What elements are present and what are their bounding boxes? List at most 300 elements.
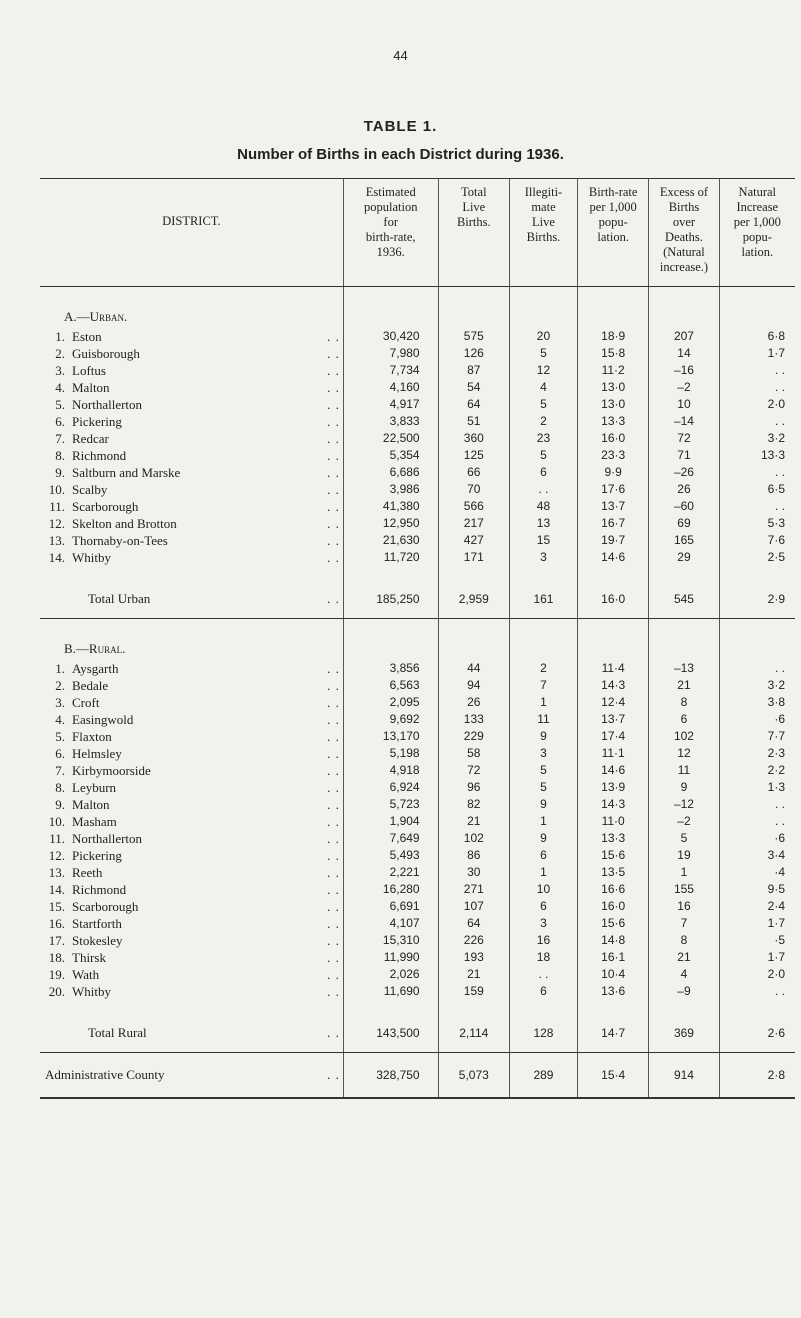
natural-increase-cell: . . bbox=[719, 660, 795, 677]
total-label: Total Rural bbox=[88, 1025, 147, 1040]
row-number: 6. bbox=[55, 414, 65, 429]
population-cell: 2,026 bbox=[343, 966, 438, 983]
table-row bbox=[40, 898, 795, 915]
illegitimate-cell: . . bbox=[509, 966, 577, 983]
population-cell: 12,950 bbox=[343, 515, 438, 532]
total-row bbox=[40, 1014, 795, 1053]
illegitimate-cell: 3 bbox=[509, 915, 577, 932]
district-name: Stokesley bbox=[72, 933, 123, 948]
district-cell bbox=[40, 498, 343, 515]
birth-rate-cell: 13·0 bbox=[577, 379, 648, 396]
population-cell: 143,500 bbox=[343, 1014, 438, 1053]
district-cell bbox=[40, 915, 343, 932]
population-cell: 13,170 bbox=[343, 728, 438, 745]
leader-dots: . . bbox=[327, 746, 340, 761]
illegitimate-cell: 23 bbox=[509, 430, 577, 447]
illegitimate-cell: 2 bbox=[509, 413, 577, 430]
illegitimate-cell: . . bbox=[509, 481, 577, 498]
excess-cell: 8 bbox=[649, 932, 719, 949]
natural-increase-cell: ·4 bbox=[719, 864, 795, 881]
birth-rate-cell: 18·9 bbox=[577, 328, 648, 345]
urban-section-heading bbox=[40, 287, 795, 329]
population-cell: 6,924 bbox=[343, 779, 438, 796]
header-line: per 1,000 bbox=[589, 200, 637, 214]
population-cell: 4,918 bbox=[343, 762, 438, 779]
excess-cell: 10 bbox=[649, 396, 719, 413]
population-cell: 185,250 bbox=[343, 580, 438, 619]
empty-cell bbox=[719, 1000, 795, 1014]
leader-dots: . . bbox=[327, 848, 340, 863]
illegitimate-cell: 9 bbox=[509, 796, 577, 813]
illegitimate-cell: 128 bbox=[509, 1014, 577, 1053]
excess-cell: 6 bbox=[649, 711, 719, 728]
header-illegitimate bbox=[509, 179, 577, 287]
district-name: Startforth bbox=[72, 916, 122, 931]
district-cell bbox=[40, 481, 343, 498]
table-row bbox=[40, 881, 795, 898]
total-births-cell: 82 bbox=[438, 796, 509, 813]
header-total-live bbox=[438, 179, 509, 287]
empty-cell bbox=[577, 566, 648, 580]
total-births-cell: 102 bbox=[438, 830, 509, 847]
table-row bbox=[40, 447, 795, 464]
natural-increase-cell: 3·4 bbox=[719, 847, 795, 864]
illegitimate-cell: 5 bbox=[509, 345, 577, 362]
birth-rate-cell: 19·7 bbox=[577, 532, 648, 549]
empty-cell bbox=[40, 1000, 343, 1014]
population-cell: 5,354 bbox=[343, 447, 438, 464]
empty-cell bbox=[343, 566, 438, 580]
row-number: 1. bbox=[55, 329, 65, 344]
excess-cell: 207 bbox=[649, 328, 719, 345]
birth-rate-cell: 16·0 bbox=[577, 898, 648, 915]
row-number: 17. bbox=[48, 933, 65, 948]
district-name: Flaxton bbox=[72, 729, 112, 744]
row-number: 8. bbox=[55, 780, 65, 795]
header-line: 1936. bbox=[376, 245, 405, 259]
birth-rate-cell: 16·7 bbox=[577, 515, 648, 532]
population-cell: 11,690 bbox=[343, 983, 438, 1000]
total-births-cell: 26 bbox=[438, 694, 509, 711]
birth-rate-cell: 14·7 bbox=[577, 1014, 648, 1053]
population-cell: 6,691 bbox=[343, 898, 438, 915]
section-prefix: B.— bbox=[64, 641, 89, 656]
table-body bbox=[40, 287, 795, 1099]
natural-increase-cell: 1·7 bbox=[719, 345, 795, 362]
row-number: 3. bbox=[55, 695, 65, 710]
district-cell bbox=[40, 430, 343, 447]
row-number: 4. bbox=[55, 712, 65, 727]
excess-cell: 11 bbox=[649, 762, 719, 779]
birth-rate-cell: 13·9 bbox=[577, 779, 648, 796]
illegitimate-cell: 48 bbox=[509, 498, 577, 515]
total-births-cell: 107 bbox=[438, 898, 509, 915]
table-row bbox=[40, 430, 795, 447]
excess-cell: 16 bbox=[649, 898, 719, 915]
illegitimate-cell: 6 bbox=[509, 983, 577, 1000]
section-label bbox=[40, 619, 343, 661]
birth-rate-cell: 13·3 bbox=[577, 830, 648, 847]
excess-cell: 71 bbox=[649, 447, 719, 464]
excess-cell: 72 bbox=[649, 430, 719, 447]
district-name: Whitby bbox=[72, 550, 111, 565]
excess-cell: 369 bbox=[649, 1014, 719, 1053]
table-row bbox=[40, 549, 795, 566]
district-cell bbox=[40, 813, 343, 830]
table-row bbox=[40, 779, 795, 796]
natural-increase-cell: 7·7 bbox=[719, 728, 795, 745]
birth-rate-cell: 23·3 bbox=[577, 447, 648, 464]
header-line: Births. bbox=[526, 230, 561, 244]
excess-cell: 69 bbox=[649, 515, 719, 532]
row-number: 18. bbox=[48, 950, 65, 965]
leader-dots: . . bbox=[327, 984, 340, 999]
illegitimate-cell: 13 bbox=[509, 515, 577, 532]
illegitimate-cell: 5 bbox=[509, 396, 577, 413]
table-row bbox=[40, 481, 795, 498]
population-cell: 3,833 bbox=[343, 413, 438, 430]
district-name: Aysgarth bbox=[72, 661, 119, 676]
total-births-cell: 226 bbox=[438, 932, 509, 949]
table-row bbox=[40, 694, 795, 711]
natural-increase-cell: 2·2 bbox=[719, 762, 795, 779]
leader-dots: . . bbox=[327, 729, 340, 744]
leader-dots: . . bbox=[327, 431, 340, 446]
natural-increase-cell: ·5 bbox=[719, 932, 795, 949]
population-cell: 7,980 bbox=[343, 345, 438, 362]
birth-rate-cell: 15·6 bbox=[577, 847, 648, 864]
district-name: Kirbymoorside bbox=[72, 763, 151, 778]
total-births-cell: 171 bbox=[438, 549, 509, 566]
total-row bbox=[40, 580, 795, 619]
leader-dots: . . bbox=[327, 533, 340, 548]
excess-cell: 26 bbox=[649, 481, 719, 498]
population-cell: 5,198 bbox=[343, 745, 438, 762]
empty-cell bbox=[40, 566, 343, 580]
natural-increase-cell: . . bbox=[719, 498, 795, 515]
illegitimate-cell: 5 bbox=[509, 447, 577, 464]
header-line: Birth-rate bbox=[588, 185, 638, 199]
illegitimate-cell: 20 bbox=[509, 328, 577, 345]
table-row bbox=[40, 932, 795, 949]
birth-rate-cell: 16·1 bbox=[577, 949, 648, 966]
birth-rate-cell: 11·1 bbox=[577, 745, 648, 762]
population-cell: 15,310 bbox=[343, 932, 438, 949]
population-cell: 16,280 bbox=[343, 881, 438, 898]
population-cell: 11,990 bbox=[343, 949, 438, 966]
illegitimate-cell: 4 bbox=[509, 379, 577, 396]
population-cell: 4,917 bbox=[343, 396, 438, 413]
leader-dots: . . bbox=[327, 933, 340, 948]
district-name: Thornaby-on-Tees bbox=[72, 533, 168, 548]
header-line: Natural bbox=[738, 185, 777, 199]
population-cell: 11,720 bbox=[343, 549, 438, 566]
table-row bbox=[40, 362, 795, 379]
population-cell: 9,692 bbox=[343, 711, 438, 728]
excess-cell: 155 bbox=[649, 881, 719, 898]
natural-increase-cell: 2·8 bbox=[719, 1053, 795, 1099]
leader-dots: . . bbox=[327, 465, 340, 480]
empty-cell bbox=[719, 566, 795, 580]
row-number: 16. bbox=[48, 916, 65, 931]
natural-increase-cell: 6·5 bbox=[719, 481, 795, 498]
table-row bbox=[40, 328, 795, 345]
total-births-cell: 51 bbox=[438, 413, 509, 430]
total-births-cell: 64 bbox=[438, 915, 509, 932]
header-line: Total bbox=[461, 185, 487, 199]
total-births-cell: 133 bbox=[438, 711, 509, 728]
leader-dots: . . bbox=[327, 516, 340, 531]
total-births-cell: 271 bbox=[438, 881, 509, 898]
district-name: Redcar bbox=[72, 431, 109, 446]
district-name: Reeth bbox=[72, 865, 103, 880]
leader-dots: . . bbox=[327, 661, 340, 676]
header-line: lation. bbox=[597, 230, 629, 244]
natural-increase-cell: 9·5 bbox=[719, 881, 795, 898]
leader-dots: . . bbox=[327, 967, 340, 982]
birth-rate-cell: 13·5 bbox=[577, 864, 648, 881]
total-births-cell: 217 bbox=[438, 515, 509, 532]
leader-dots: . . bbox=[327, 363, 340, 378]
section-title: Urban. bbox=[89, 309, 128, 324]
district-cell bbox=[40, 711, 343, 728]
illegitimate-cell: 3 bbox=[509, 549, 577, 566]
header-line: Births. bbox=[456, 215, 491, 229]
empty-cell bbox=[649, 566, 719, 580]
row-number: 6. bbox=[55, 746, 65, 761]
excess-cell: 14 bbox=[649, 345, 719, 362]
district-name: Pickering bbox=[72, 414, 122, 429]
illegitimate-cell: 6 bbox=[509, 847, 577, 864]
excess-cell: 914 bbox=[649, 1053, 719, 1099]
natural-increase-cell: . . bbox=[719, 464, 795, 481]
total-births-cell: 21 bbox=[438, 966, 509, 983]
total-label: Administrative County bbox=[45, 1067, 165, 1082]
table-row bbox=[40, 813, 795, 830]
row-number: 2. bbox=[55, 346, 65, 361]
natural-increase-cell: ·6 bbox=[719, 711, 795, 728]
row-number: 7. bbox=[55, 763, 65, 778]
district-name: Croft bbox=[72, 695, 100, 710]
empty-cell bbox=[649, 287, 719, 329]
natural-increase-cell: 3·2 bbox=[719, 430, 795, 447]
district-name: Saltburn and Marske bbox=[72, 465, 181, 480]
district-cell bbox=[40, 949, 343, 966]
empty-cell bbox=[509, 287, 577, 329]
header-line: over bbox=[672, 215, 696, 229]
leader-dots: . . bbox=[327, 329, 340, 344]
table-row bbox=[40, 413, 795, 430]
births-table bbox=[40, 178, 795, 1099]
natural-increase-cell: 3·2 bbox=[719, 677, 795, 694]
total-births-cell: 125 bbox=[438, 447, 509, 464]
excess-cell: –60 bbox=[649, 498, 719, 515]
empty-cell bbox=[438, 287, 509, 329]
leader-dots: . . bbox=[327, 1067, 340, 1082]
total-births-cell: 229 bbox=[438, 728, 509, 745]
district-cell bbox=[40, 881, 343, 898]
district-cell bbox=[40, 779, 343, 796]
birth-rate-cell: 13·7 bbox=[577, 498, 648, 515]
total-label-cell bbox=[40, 1053, 343, 1099]
row-number: 5. bbox=[55, 729, 65, 744]
district-name: Richmond bbox=[72, 882, 127, 897]
excess-cell: –26 bbox=[649, 464, 719, 481]
natural-increase-cell: . . bbox=[719, 379, 795, 396]
district-name: Bedale bbox=[72, 678, 109, 693]
excess-cell: 21 bbox=[649, 677, 719, 694]
district-cell bbox=[40, 345, 343, 362]
table-row bbox=[40, 762, 795, 779]
excess-cell: 9 bbox=[649, 779, 719, 796]
natural-increase-cell: 1·7 bbox=[719, 949, 795, 966]
row-number: 4. bbox=[55, 380, 65, 395]
illegitimate-cell: 289 bbox=[509, 1053, 577, 1099]
leader-dots: . . bbox=[327, 695, 340, 710]
district-name: Thirsk bbox=[72, 950, 106, 965]
total-births-cell: 87 bbox=[438, 362, 509, 379]
header-line: Live bbox=[462, 200, 486, 214]
population-cell: 4,160 bbox=[343, 379, 438, 396]
spacer-row bbox=[40, 1000, 795, 1014]
district-cell bbox=[40, 328, 343, 345]
district-cell bbox=[40, 515, 343, 532]
district-name: Northallerton bbox=[72, 831, 143, 846]
row-number: 10. bbox=[48, 482, 65, 497]
header-line: popu- bbox=[598, 215, 628, 229]
row-number: 13. bbox=[48, 865, 65, 880]
row-number: 5. bbox=[55, 397, 65, 412]
leader-dots: . . bbox=[327, 346, 340, 361]
row-number: 1. bbox=[55, 661, 65, 676]
excess-cell: 12 bbox=[649, 745, 719, 762]
district-cell bbox=[40, 396, 343, 413]
district-cell bbox=[40, 745, 343, 762]
district-name: Pickering bbox=[72, 848, 122, 863]
total-births-cell: 54 bbox=[438, 379, 509, 396]
district-cell bbox=[40, 728, 343, 745]
total-births-cell: 5,073 bbox=[438, 1053, 509, 1099]
district-name: Wath bbox=[72, 967, 100, 982]
row-number: 11. bbox=[49, 831, 65, 846]
illegitimate-cell: 1 bbox=[509, 813, 577, 830]
header-birth-rate bbox=[577, 179, 648, 287]
table-row bbox=[40, 515, 795, 532]
birth-rate-cell: 10·4 bbox=[577, 966, 648, 983]
natural-increase-cell: 6·8 bbox=[719, 328, 795, 345]
table-row bbox=[40, 745, 795, 762]
district-cell bbox=[40, 532, 343, 549]
excess-cell: 21 bbox=[649, 949, 719, 966]
total-births-cell: 575 bbox=[438, 328, 509, 345]
excess-cell: –9 bbox=[649, 983, 719, 1000]
excess-cell: 8 bbox=[649, 694, 719, 711]
empty-cell bbox=[343, 287, 438, 329]
leader-dots: . . bbox=[327, 797, 340, 812]
illegitimate-cell: 1 bbox=[509, 864, 577, 881]
table-row bbox=[40, 847, 795, 864]
header-natural-increase bbox=[719, 179, 795, 287]
excess-cell: 4 bbox=[649, 966, 719, 983]
natural-increase-cell: 7·6 bbox=[719, 532, 795, 549]
table-row bbox=[40, 464, 795, 481]
header-population bbox=[343, 179, 438, 287]
district-name: Masham bbox=[72, 814, 117, 829]
empty-cell bbox=[577, 619, 648, 661]
leader-dots: . . bbox=[327, 814, 340, 829]
birth-rate-cell: 9·9 bbox=[577, 464, 648, 481]
total-births-cell: 21 bbox=[438, 813, 509, 830]
population-cell: 6,686 bbox=[343, 464, 438, 481]
excess-cell: –14 bbox=[649, 413, 719, 430]
district-cell bbox=[40, 660, 343, 677]
total-births-cell: 96 bbox=[438, 779, 509, 796]
table-row bbox=[40, 677, 795, 694]
row-number: 19. bbox=[48, 967, 65, 982]
excess-cell: 1 bbox=[649, 864, 719, 881]
district-name: Malton bbox=[72, 380, 110, 395]
empty-cell bbox=[438, 1000, 509, 1014]
leader-dots: . . bbox=[327, 448, 340, 463]
birth-rate-cell: 16·6 bbox=[577, 881, 648, 898]
table-row bbox=[40, 949, 795, 966]
district-cell bbox=[40, 864, 343, 881]
total-births-cell: 126 bbox=[438, 345, 509, 362]
natural-increase-cell: 2·9 bbox=[719, 580, 795, 619]
header-line: Estimated bbox=[365, 185, 416, 199]
section-title: Rural. bbox=[88, 641, 126, 656]
illegitimate-cell: 2 bbox=[509, 660, 577, 677]
header-line: popu- bbox=[742, 230, 772, 244]
table-row bbox=[40, 728, 795, 745]
illegitimate-cell: 7 bbox=[509, 677, 577, 694]
district-cell bbox=[40, 447, 343, 464]
empty-cell bbox=[649, 619, 719, 661]
row-number: 11. bbox=[49, 499, 65, 514]
page-number: 44 bbox=[393, 48, 408, 63]
total-births-cell: 427 bbox=[438, 532, 509, 549]
total-births-cell: 159 bbox=[438, 983, 509, 1000]
header-line: Excess of bbox=[659, 185, 709, 199]
birth-rate-cell: 14·3 bbox=[577, 677, 648, 694]
natural-increase-cell: 1·7 bbox=[719, 915, 795, 932]
illegitimate-cell: 10 bbox=[509, 881, 577, 898]
empty-cell bbox=[343, 619, 438, 661]
birth-rate-cell: 14·6 bbox=[577, 549, 648, 566]
natural-increase-cell: . . bbox=[719, 983, 795, 1000]
total-label-cell bbox=[40, 580, 343, 619]
header-line: Deaths. bbox=[665, 230, 703, 244]
excess-cell: 5 bbox=[649, 830, 719, 847]
header-line: for bbox=[383, 215, 398, 229]
excess-cell: –13 bbox=[649, 660, 719, 677]
row-number: 14. bbox=[48, 882, 65, 897]
population-cell: 6,563 bbox=[343, 677, 438, 694]
population-cell: 328,750 bbox=[343, 1053, 438, 1099]
header-excess bbox=[649, 179, 719, 287]
district-name: Loftus bbox=[72, 363, 106, 378]
leader-dots: . . bbox=[327, 712, 340, 727]
leader-dots: . . bbox=[327, 950, 340, 965]
leader-dots: . . bbox=[327, 550, 340, 565]
population-cell: 22,500 bbox=[343, 430, 438, 447]
population-cell: 5,493 bbox=[343, 847, 438, 864]
population-cell: 21,630 bbox=[343, 532, 438, 549]
total-births-cell: 360 bbox=[438, 430, 509, 447]
row-number: 12. bbox=[48, 848, 65, 863]
district-cell bbox=[40, 464, 343, 481]
excess-cell: –2 bbox=[649, 379, 719, 396]
